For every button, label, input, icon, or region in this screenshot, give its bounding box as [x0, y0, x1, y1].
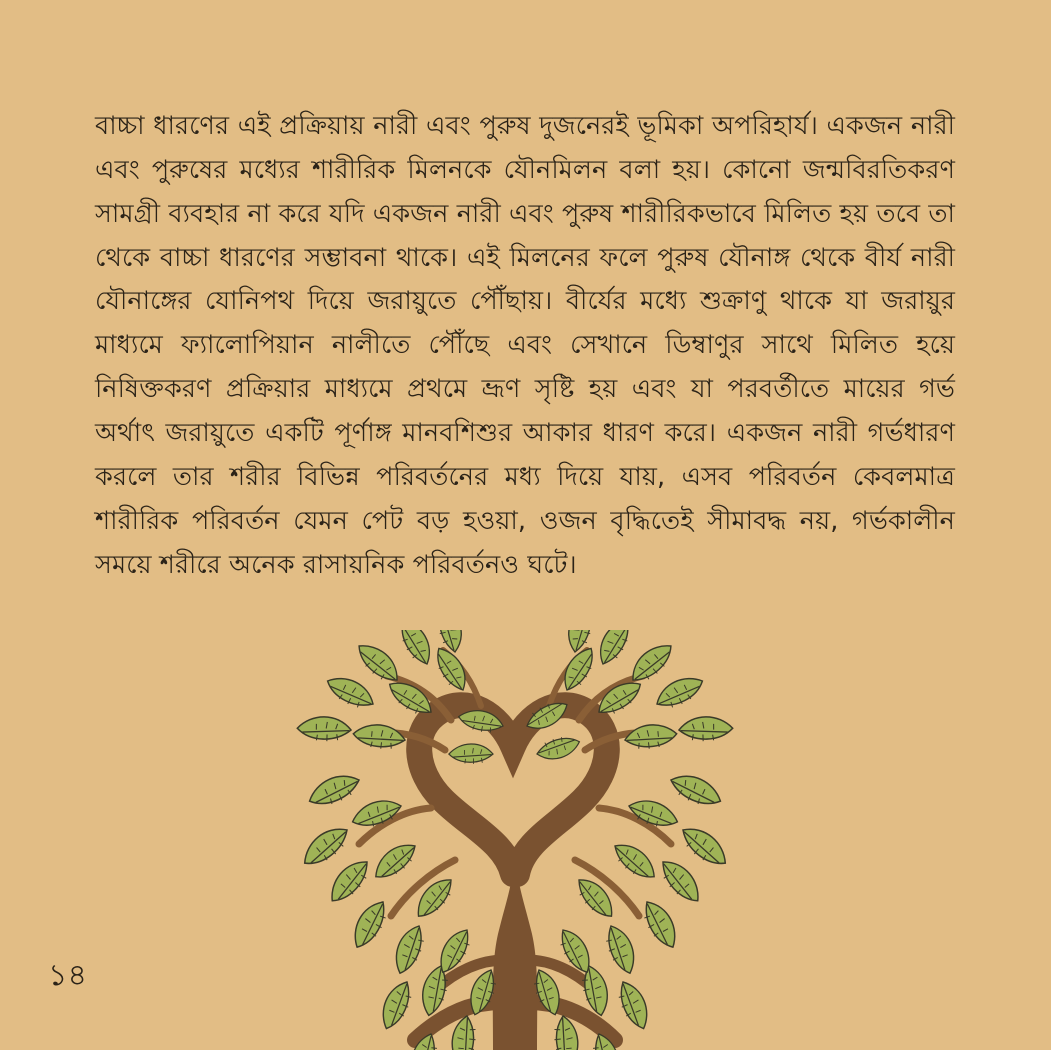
tree-heart-branches [419, 705, 607, 874]
page-number: ১৪ [48, 958, 87, 993]
tree-svg [255, 630, 775, 1050]
page-body-text: বাচ্চা ধারণের এই প্রক্রিয়ায় নারী এবং পুরুষ দুজনেরই ভূমিকা অপরিহার্য। একজন নারী এবং পুরুষের মধ্যের শারীরিক মিলনকে যৌনমিলন বলা হয়। কোনো জন্মবিরতিকরণ সামগ্রী ব্যবহার না করে যদি একজন নারী এবং পুরুষ শারীরিকভাবে মিলিত হয় তবে তা থেকে বাচ্চা ধারণের সম্ভাবনা থাকে। এই মিলনের ফলে পুরুষ যৌনাঙ্গ থেকে বীর্য নারী যৌনাঙ্গের যোনিপথ দিয়ে জরায়ুতে পৌঁছায়। বীর্যের মধ্যে শুক্রাণু থাকে যা জরায়ুর মাধ্যমে ফ্যালোপিয়ান নালীতে পৌঁছে এবং সেখানে ডিম্বাণুর সাথে মিলিত হয়ে নিষিক্তকরণ প্রক্রিয়ার মাধ্যমে প্রথমে ভ্রূণ সৃষ্টি হয় এবং যা পরবর্তীতে মায়ের গর্ভ অর্থাৎ জরায়ুতে একটি পূর্ণাঙ্গ মানবশিশুর আকার ধারণ করে। একজন নারী গর্ভধারণ করলে তার শরীর বিভিন্ন পরিবর্তনের মধ্য দিয়ে যায়, এসব পরিবর্তন কেবলমাত্র শারীরিক পরিবর্তন যেমন পেট বড় হওয়া, ওজন বৃদ্ধিতেই সীমাবদ্ধ নয়, গর্ভকালীন সময়ে শরীরে অনেক রাসায়নিক পরিবর্তনও ঘটে। [95, 111, 955, 580]
heart-shaped-tree-illustration [255, 630, 775, 1050]
